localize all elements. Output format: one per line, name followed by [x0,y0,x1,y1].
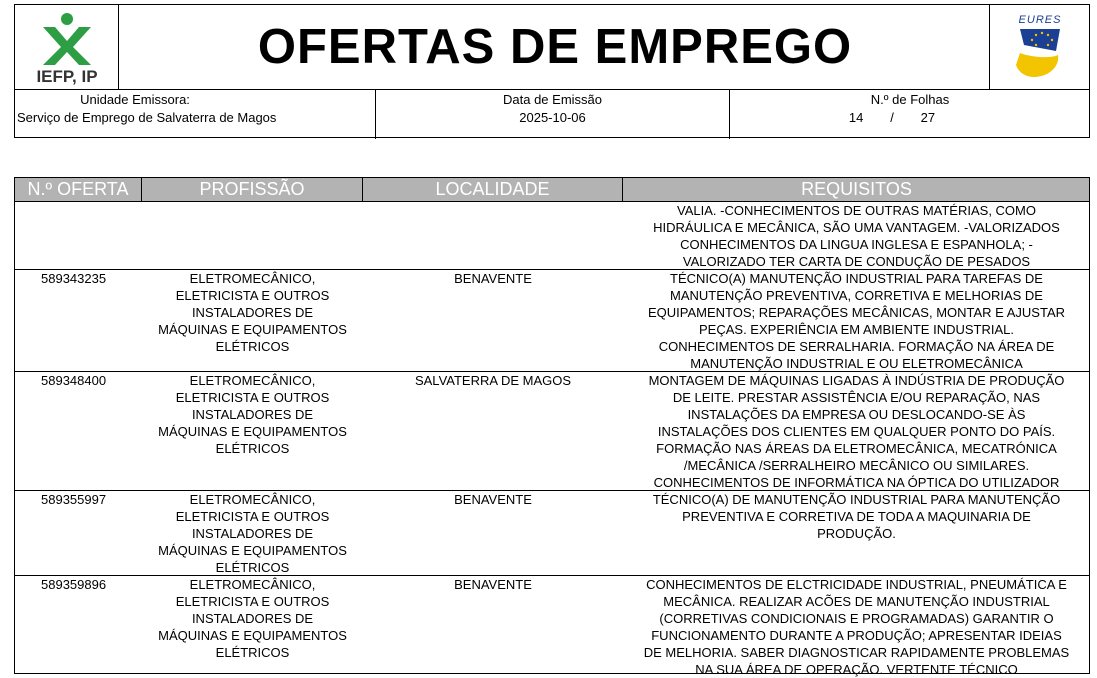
offer-number: 589343235 [41,271,107,286]
requisitos-line: FORMAÇÃO NAS ÁREAS DA ELETROMECÂNICA, MECATRÓNICA [656,441,1057,456]
table-row [15,576,1089,677]
unidade-value: Serviço de Emprego de Salvaterra de Magos [17,110,277,125]
unidade-label: Unidade Emissora: [80,92,190,107]
profissao-line: ELETRICISTA E OUTROS [175,288,330,303]
data-value: 2025-10-06 [519,110,586,125]
profissao-line: ELÉTRICOS [215,339,290,354]
requisitos-line: MANUTENÇÃO PREVENTIVA, CORRETIVA E MELHORIAS DE [670,288,1043,303]
offer-requisitos [623,491,1090,542]
header-requisitos: REQUISITOS [801,179,912,199]
profissao-line: INSTALADORES DE [191,526,314,541]
folhas-value [730,110,1090,125]
profissao-line: ELETRICISTA E OUTROS [175,594,330,609]
offer-requisitos [623,202,1090,270]
requisitos-line: MECÂNICA. REALIZAR ACÕES DE MANUTENÇÃO INDUSTRIAL [663,594,1050,609]
profissao-line: ELETRICISTA E OUTROS [175,390,330,405]
offer-profissao [142,491,363,576]
profissao-line: ELETRICISTA E OUTROS [175,509,330,524]
table-row [15,270,1089,372]
profissao-line: ELÉTRICOS [215,560,290,575]
offer-profissao [142,270,363,355]
requisitos-line: (CORRETIVAS CONDICIONAIS E PROGRAMADAS) GARANTIR O [659,611,1054,626]
requisitos-line: VALIA. -CONHECIMENTOS DE OUTRAS MATÉRIAS, COMO [677,203,1036,218]
numero-folhas [730,90,1090,139]
profissao-line: MÁQUINAS E EQUIPAMENTOS [158,424,347,439]
requisitos-line: PREVENTIVA E CORRETIVA DE TODA A MAQUINARIA DE [682,509,1031,524]
table-header [15,178,1089,202]
requisitos-line: PRODUÇÃO. [817,526,896,541]
requisitos-line: MONTAGEM DE MÁQUINAS LIGADAS À INDÚSTRIA DE PRODUÇÃO [648,373,1065,388]
profissao-line: ELETROMECÂNICO, [189,577,316,592]
requisitos-line: NA SUA ÁREA DE OPERAÇÃO. VERTENTE TÉCNICO [695,662,1018,677]
table-row [15,202,1089,270]
requisitos-line: VALORIZADO TER CARTA DE CONDUÇÃO DE PESADOS [682,254,1031,269]
offer-localidade: BENAVENTE [454,271,532,286]
requisitos-line: TÉCNICO(A) DE MANUTENÇÃO INDUSTRIAL PARA MANUTENÇÃO [652,492,1061,507]
offer-number: 589355997 [41,492,107,507]
requisitos-line: CONHECIMENTOS DE INFORMÁTICA NA ÓPTICA DO UTILIZADOR [653,475,1060,490]
profissao-line: ELÉTRICOS [215,645,290,660]
profissao-line: ELETROMECÂNICO, [189,373,316,388]
title-cell [119,5,991,89]
header-localidade: LOCALIDADE [363,178,623,201]
requisitos-line: DE MELHORIA. SABER DIAGNOSTICAR RAPIDAMENTE PROBLEMAS [643,645,1070,660]
eures-logo-icon [990,5,1090,89]
offer-localidade: BENAVENTE [454,492,532,507]
iefp-logo-text: IEFP, IP [36,67,98,86]
page-title: OFERTAS DE EMPREGO [257,20,853,74]
requisitos-line: INSTALAÇÕES DA EMPRESA OU DESLOCANDO-SE ÀS [687,407,1026,422]
requisitos-line: TÉCNICO(A) MANUTENÇÃO INDUSTRIAL PARA TAREFAS DE [670,271,1043,286]
profissao-line: MÁQUINAS E EQUIPAMENTOS [158,322,347,337]
profissao-line: INSTALADORES DE [191,305,314,320]
table-row [15,372,1089,491]
offer-localidade: SALVATERRA DE MAGOS [414,373,572,388]
eures-logo-text: EURES [1018,14,1062,26]
profissao-line: INSTALADORES DE [191,611,314,626]
requisitos-line: INSTALAÇÕES DOS CLIENTES EM QUALQUER PONTO DO PAÍS. [657,424,1056,439]
offer-requisitos [623,372,1090,491]
document-header [14,4,1090,138]
header-num: N.º OFERTA [15,178,142,201]
profissao-line: ELETROMECÂNICO, [189,271,316,286]
requisitos-line: /MECÂNICA /SERRALHEIRO MECÂNICO OU SIMILARES. [683,458,1030,473]
iefp-logo [15,5,119,89]
profissao-line: ELÉTRICOS [215,441,290,456]
offer-profissao [142,372,363,457]
data-label: Data de Emissão [503,92,602,107]
unidade-emissora [15,90,376,139]
requisitos-line: CONHECIMENTOS DE ELCTRICIDADE INDUSTRIAL, PNEUMÁTICA E [646,577,1067,592]
eures-logo [989,5,1089,89]
iefp-logo-icon [15,5,119,89]
table-row [15,491,1089,576]
requisitos-line: DE LEITE. PRESTAR ASSISTÊNCIA E/OU REPARAÇÃO, NAS [672,390,1041,405]
data-emissao [376,90,730,139]
requisitos-line: PEÇAS. EXPERIÊNCIA EM AMBIENTE INDUSTRIAL. [699,322,1014,337]
header-profissao: PROFISSÃO [142,178,363,201]
folhas-sep: / [890,110,894,125]
requisitos-line: CONHECIMENTOS DA LINGUA INGLESA E ESPANHOLA; - [680,237,1033,252]
offer-requisitos [623,270,1090,372]
requisitos-line: FUNCIONAMENTO DURANTE A PRODUÇÃO; APRESENTAR IDEIAS [651,628,1062,643]
requisitos-line: CONHECIMENTOS DE SERRALHARIA. FORMAÇÃO NA ÁREA DE [658,339,1055,354]
offer-number: 589359896 [41,577,107,592]
meta-row [15,89,1089,138]
offer-profissao [142,576,363,661]
requisitos-line: EQUIPAMENTOS; REPARAÇÕES MECÂNICAS, MONTAR E AJUSTAR [647,305,1066,320]
profissao-line: INSTALADORES DE [191,407,314,422]
requisitos-line: HIDRÁULICA E MECÂNICA, SÃO UMA VANTAGEM. -VALORIZADOS [653,220,1060,235]
profissao-line: MÁQUINAS E EQUIPAMENTOS [158,543,347,558]
offer-localidade: BENAVENTE [454,577,532,592]
requisitos-line: MANUTENÇÃO INDUSTRIAL E OU ELETROMECÂNICA [690,356,1023,371]
offer-number: 589348400 [41,373,107,388]
offer-requisitos [623,576,1090,678]
profissao-line: MÁQUINAS E EQUIPAMENTOS [158,628,347,643]
profissao-line: ELETROMECÂNICO, [189,492,316,507]
offers-table [14,177,1090,677]
folhas-current: 14 [848,110,864,125]
folhas-total: 27 [920,110,936,125]
folhas-label: N.º de Folhas [870,92,950,107]
